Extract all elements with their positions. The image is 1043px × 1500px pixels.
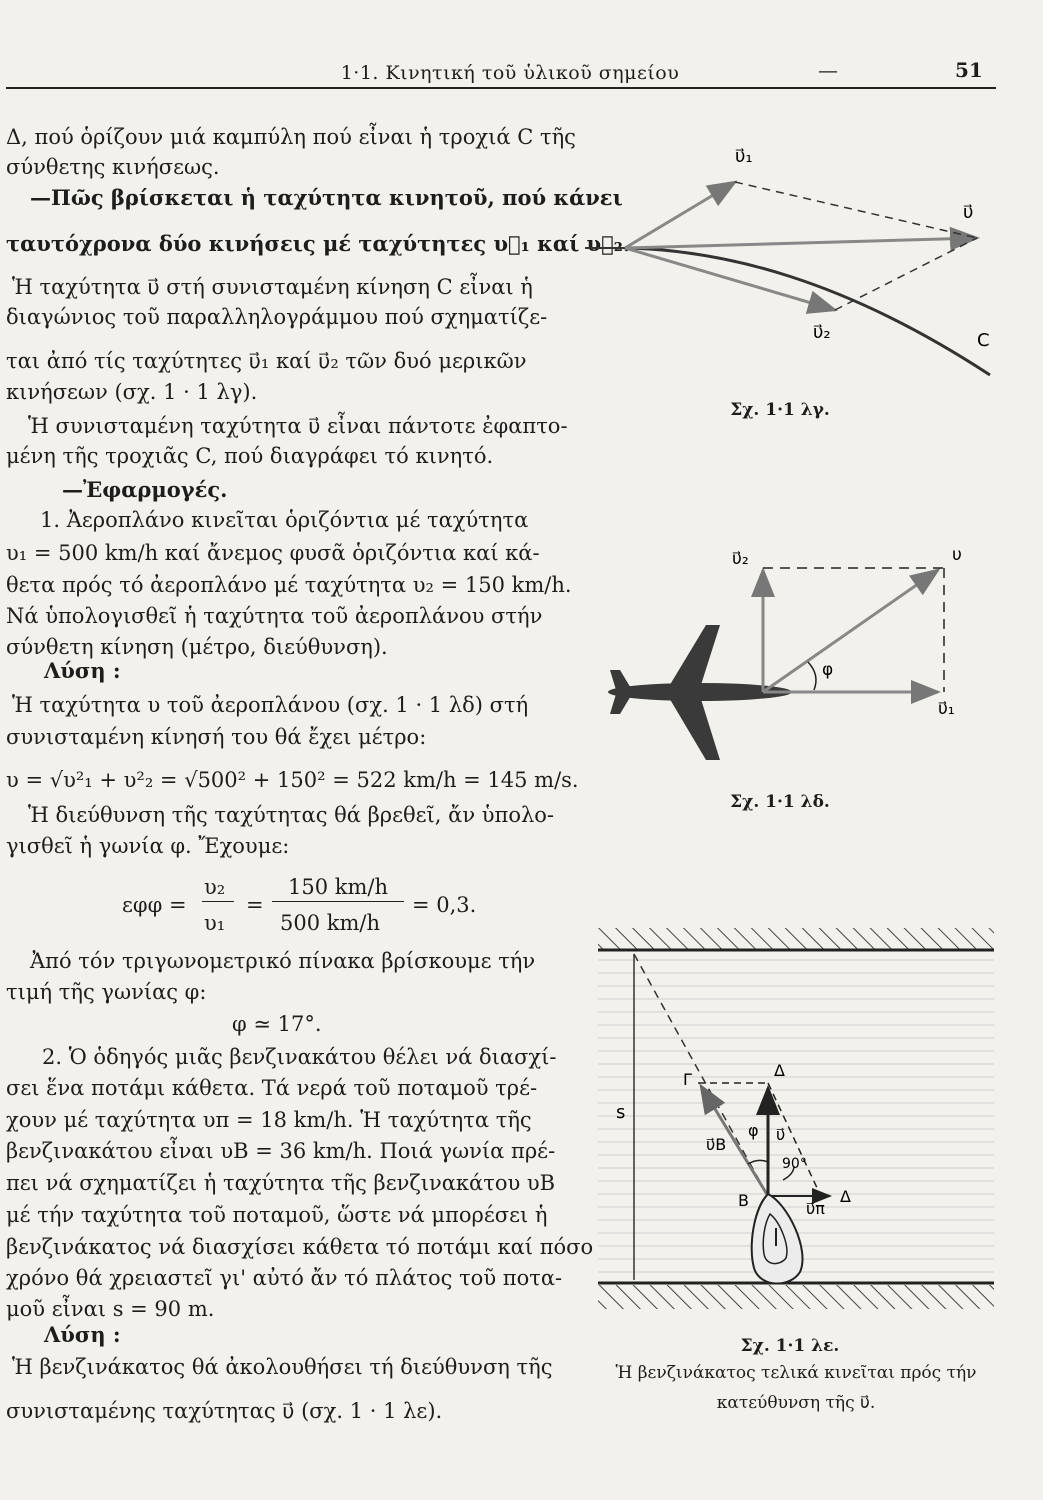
label-v: υ⃗: [776, 1125, 786, 1144]
label-v2: υ⃗₂: [732, 549, 749, 569]
label-v1: υ⃗₁: [735, 146, 753, 167]
text-line: Ἡ ταχύτητα υ⃗ στή συνισταμένη κίνηση C εἶναι ἡ: [12, 275, 533, 299]
text-line: χρόνο θά χρειαστεῖ γι' αὐτό ἄν τό πλάτος τοῦ ποτα-: [6, 1266, 563, 1290]
text-line: θετα πρός τό ἀεροπλάνο μέ ταχύτητα υ₂ = 150 km/h.: [6, 573, 572, 597]
text-line: συνισταμένης ταχύτητας υ⃗ (σχ. 1 · 1 λε).: [6, 1399, 443, 1423]
v2-vector: [625, 248, 835, 310]
label-c: C: [977, 330, 990, 351]
label-v: υ: [952, 545, 962, 565]
eq-denominator-2: 500 km/h: [280, 911, 380, 935]
label-b: Β: [738, 1191, 749, 1210]
v-resultant-vector: [763, 570, 938, 692]
text-line: 1. Ἀεροπλάνο κινεῖται ὁριζόντια μέ ταχύτητα: [40, 508, 529, 532]
label-vb: υ⃗Β: [706, 1135, 727, 1154]
figure-1-1-lg: [585, 120, 1005, 430]
text-line: χουν μέ ταχύτητα υπ = 18 km/h. Ἡ ταχύτητα τῆς: [6, 1108, 532, 1132]
text-line: μοῦ εἶναι s = 90 m.: [6, 1297, 215, 1321]
page-number: 51: [955, 58, 983, 82]
fraction-bar-1: [202, 901, 234, 902]
text-line: σύνθετη κίνηση (μέτρο, διεύθυνση).: [6, 635, 388, 659]
figure-1-1-le: [598, 928, 994, 1328]
label-delta-top: Δ: [774, 1061, 785, 1080]
parallelogram-dashed-top: [735, 182, 977, 238]
header-dash: —: [818, 58, 838, 82]
text-line: βενζινάκατος νά διασχίσει κάθετα τό ποτάμι καί πόσο: [6, 1235, 594, 1259]
eq-numerator-2: 150 km/h: [288, 875, 388, 899]
main-text-column: [6, 0, 631, 1500]
text-line: μένη τῆς τροχιᾶς C, πού διαγράφει τό κινητό.: [6, 444, 494, 468]
eq-left: εφφ =: [122, 893, 187, 917]
solution-heading: Λύση :: [44, 1322, 121, 1347]
label-vp: υ⃗π: [806, 1199, 825, 1218]
label-v: υ⃗: [963, 202, 974, 223]
label-v2: υ⃗₂: [813, 322, 831, 343]
text-line: Ἡ βενζινάκατος θά ἀκολουθήσει τή διεύθυνση τῆς: [12, 1355, 553, 1379]
fraction-equation: [122, 872, 482, 942]
bottom-riverbank: [598, 1285, 994, 1309]
text-line: Νά ὑπολογισθεῖ ἡ ταχύτητα τοῦ ἀεροπλάνου στήν: [6, 604, 543, 628]
text-line: σύνθετης κινήσεως.: [6, 155, 220, 179]
angle-arc: [808, 662, 816, 690]
figure-note-line-2: κατεύθυνση τῆς υ⃗.: [716, 1393, 876, 1413]
fraction-bar-2: [272, 901, 404, 902]
label-phi: φ: [748, 1121, 759, 1140]
eq-right: = 0,3.: [412, 893, 477, 917]
caption-fig-1-1-ld: Σχ. 1·1 λδ.: [730, 792, 830, 812]
equation-line: υ = √υ²₁ + υ²₂ = √500² + 150² = 522 km/h = 145 m/s.: [6, 768, 579, 792]
text-line: 2. Ὁ ὁδηγός μιᾶς βενζινακάτου θέλει νά διασχί-: [42, 1045, 557, 1069]
text-line: Ἡ ταχύτητα υ τοῦ ἀεροπλάνου (σχ. 1 · 1 λδ) στή: [12, 693, 529, 717]
figure-1-1-ld: [608, 540, 988, 770]
v-resultant-vector: [625, 238, 977, 248]
eq-denominator-1: υ₁: [204, 911, 226, 935]
text-line: Δ, πού ὁρίζουν μιά καμπύλη πού εἶναι ἡ τροχιά C τῆς: [6, 125, 576, 149]
text-line: σει ἕνα ποτάμι κάθετα. Τά νερά τοῦ ποταμοῦ τρέ-: [6, 1076, 538, 1100]
text-line: κινήσεων (σχ. 1 · 1 λγ).: [6, 380, 258, 404]
label-delta-right: Δ: [840, 1187, 851, 1206]
label-90: 90°: [782, 1156, 807, 1172]
text-line: συνισταμένη κίνησή του θά ἔχει μέτρο:: [6, 725, 427, 749]
text-line: τιμή τῆς γωνίας φ:: [6, 980, 207, 1004]
label-v1: υ⃗₁: [938, 699, 955, 719]
label-phi: φ: [822, 660, 834, 680]
text-line: γισθεῖ ἡ γωνία φ. Ἔχουμε:: [6, 834, 290, 858]
caption-fig-1-1-le: Σχ. 1·1 λε.: [740, 1336, 840, 1356]
text-line: πει νά σχηματίζει ἡ ταχύτητα τῆς βενζινακάτου υΒ: [6, 1171, 556, 1195]
caption-fig-1-1-lg: Σχ. 1·1 λγ.: [730, 400, 830, 420]
text-line: υ₁ = 500 km/h καί ἄνεμος φυσᾶ ὁριζόντια καί κά-: [6, 541, 540, 565]
trajectory-c-curve: [625, 248, 990, 375]
text-line: Ἡ διεύθυνση τῆς ταχύτητας θά βρεθεῖ, ἄν ὑπολο-: [28, 803, 555, 827]
text-line: μέ τήν ταχύτητα τοῦ ποταμοῦ, ὥστε νά μπορέσει ἡ: [6, 1203, 548, 1227]
text-line: διαγώνιος τοῦ παραλληλογράμμου πού σχηματίζε-: [6, 305, 548, 329]
question-heading: —Πῶς βρίσκεται ἡ ταχύτητα κινητοῦ, πού κάνει: [30, 185, 623, 210]
question-heading-cont: ταυτόχρονα δύο κινήσεις μέ ταχύτητες υ⃗₁ καί υ⃗₂.: [6, 231, 631, 256]
top-riverbank: [598, 928, 994, 950]
text-line: ται ἀπό τίς ταχύτητες υ⃗₁ καί υ⃗₂ τῶν δυό μερικῶν: [6, 349, 527, 373]
label-gamma: Γ: [683, 1070, 692, 1089]
text-line: Ἀπό τόν τριγωνομετρικό πίνακα βρίσκουμε τήν: [30, 949, 536, 973]
text-line: Ἡ συνισταμένη ταχύτητα υ⃗ εἶναι πάντοτε ἐφαπτο-: [28, 414, 568, 438]
eq-numerator-1: υ₂: [204, 875, 226, 899]
solution-heading: Λύση :: [44, 658, 121, 683]
figure-note-line-1: Ἡ βενζινάκατος τελικά κινεῖται πρός τήν: [615, 1363, 977, 1383]
running-header: 1·1. Κινητική τοῦ ὑλικοῦ σημείου: [340, 62, 680, 84]
equation-line: φ ≃ 17°.: [232, 1012, 322, 1036]
section-heading: —Ἐφαρμογές.: [62, 477, 228, 502]
parallelogram-dashed-bottom: [835, 238, 977, 310]
text-line: βενζινακάτου εἶναι υΒ = 36 km/h. Ποιά γωνία πρέ-: [6, 1139, 556, 1163]
v1-vector: [625, 182, 735, 248]
eq-equals: =: [246, 893, 264, 917]
label-s: s: [616, 1102, 626, 1123]
